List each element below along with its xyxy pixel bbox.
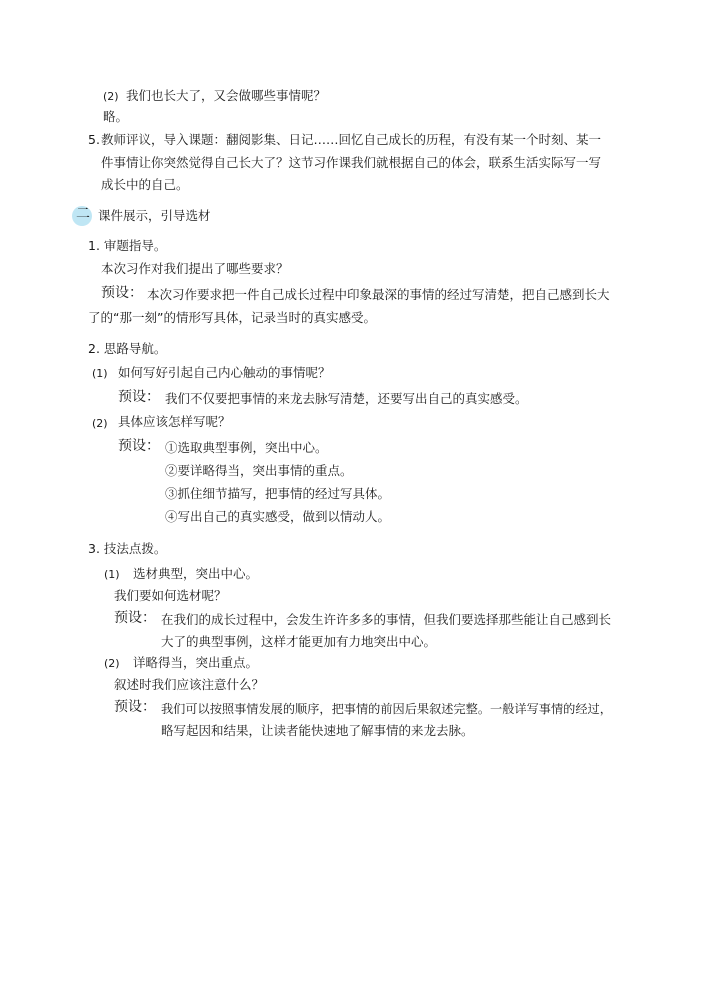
answer-line: 略写起因和结果，让读者能快速地了解事情的来龙去脉。 <box>161 723 474 738</box>
answer-line: 本次习作要求把一件自己成长过程中印象最深的事情的经过写清楚，把自己感到长大 <box>147 287 610 302</box>
answer-label: 预设： <box>114 699 156 715</box>
answer-label: 预设： <box>118 389 160 405</box>
text-line: 教师评议，导入课题：翻阅影集、日记……回忆自己成长的历程，有没有某一个时刻、某一 <box>101 132 602 147</box>
answer-point: ②要详略得当，突出事情的重点。 <box>165 463 353 478</box>
text-line: 略。 <box>103 109 129 124</box>
text-line: 我们也长大了，又会做哪些事情呢？ <box>126 88 327 103</box>
question-line: 具体应该怎样写呢？ <box>118 414 231 429</box>
question-line: 选材典型，突出中心。 <box>133 566 259 581</box>
answer-line: 我们可以按照事情发展的顺序，把事情的前因后果叙述完整。一般详写事情的经过， <box>161 702 612 716</box>
item-number: (1) <box>104 568 120 581</box>
item-number: 5. <box>88 132 100 147</box>
answer-point: ④写出自己的真实感受，做到以情动人。 <box>165 509 391 524</box>
question-line: 详略得当，突出重点。 <box>133 655 259 670</box>
answer-point: ①选取典型事例，突出中心。 <box>165 440 328 455</box>
answer-point: ③抓住细节描写，把事情的经过写具体。 <box>165 486 391 501</box>
question-line: 如何写好引起自己内心触动的事情呢？ <box>118 365 331 380</box>
answer-label: 预设： <box>114 610 156 626</box>
question-line: 叙述时我们应该注意什么？ <box>114 677 265 692</box>
answer-line: 在我们的成长过程中，会发生许许多多的事情，但我们要选择那些能让自己感到长 <box>161 612 612 627</box>
answer-line: 了的“那一刻”的情形写具体，记录当时的真实感受。 <box>88 310 376 325</box>
section-number: 二 <box>76 206 90 222</box>
text-line: 成长中的自己。 <box>101 177 189 192</box>
section-title: 课件展示，引导选材 <box>98 208 211 223</box>
item-number: (2) <box>103 90 119 103</box>
answer-line: 我们不仅要把事情的来龙去脉写清楚，还要写出自己的真实感受。 <box>165 391 528 406</box>
answer-line: 大了的典型事例，这样才能更加有力地突出中心。 <box>161 634 437 649</box>
answer-label: 预设： <box>118 438 160 454</box>
subsection-title: 1. 审题指导。 <box>88 238 167 253</box>
item-number: (2) <box>104 657 120 670</box>
item-number: (1) <box>92 367 108 380</box>
subsection-title: 3. 技法点拨。 <box>88 541 167 556</box>
answer-label: 预设： <box>101 285 143 301</box>
item-number: (2) <box>92 417 108 430</box>
subsection-title: 2. 思路导航。 <box>88 341 167 356</box>
question-line: 我们要如何选材呢？ <box>114 588 227 603</box>
question-line: 本次习作对我们提出了哪些要求？ <box>101 261 289 276</box>
text-line: 件事情让你突然觉得自己长大了？这节习作课我们就根据自己的体会，联系生活实际写一写 <box>101 155 602 170</box>
